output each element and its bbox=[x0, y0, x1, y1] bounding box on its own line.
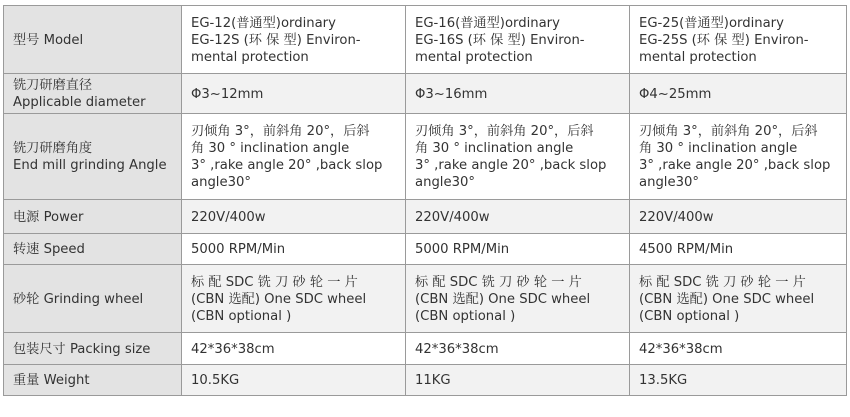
row-angle bbox=[4, 114, 847, 200]
cell-line: EG-25S (环 保 型) Environ- bbox=[639, 32, 809, 48]
cell-eg25 bbox=[630, 114, 847, 200]
cell-line: 标 配 SDC 铣 刀 砂 轮 一 片 bbox=[639, 274, 806, 290]
cell-line: 220V/400w bbox=[191, 209, 266, 225]
row-weight bbox=[4, 365, 847, 396]
cell-line: mental protection bbox=[191, 49, 309, 65]
spec-table-body bbox=[4, 6, 847, 396]
cell-eg16 bbox=[406, 333, 630, 365]
label-line: 重量 Weight bbox=[13, 373, 90, 388]
cell-line: 5000 RPM/Min bbox=[415, 242, 510, 257]
cell-line: EG-12S (环 保 型) Environ- bbox=[191, 32, 361, 48]
cell-line: 角 30 ° inclination angle bbox=[639, 141, 798, 156]
cell-line: 3° ,rake angle 20° ,back slop bbox=[415, 158, 607, 173]
cell-line: 4500 RPM/Min bbox=[639, 242, 734, 257]
cell-line: 42*36*38cm bbox=[639, 341, 723, 357]
cell-line: 11KG bbox=[415, 373, 451, 388]
spec-table bbox=[3, 5, 847, 396]
row-label bbox=[4, 265, 182, 333]
cell-line: 220V/400w bbox=[639, 209, 714, 225]
row-label bbox=[4, 365, 182, 396]
cell-eg16 bbox=[406, 74, 630, 114]
cell-line: angle30° bbox=[415, 175, 475, 190]
row-label bbox=[4, 200, 182, 234]
cell-eg25 bbox=[630, 6, 847, 74]
cell-line: EG-12(普通型)ordinary bbox=[191, 15, 336, 31]
cell-line: 标 配 SDC 铣 刀 砂 轮 一 片 bbox=[415, 274, 582, 290]
label-line: 铣刀研磨直径 bbox=[13, 78, 93, 93]
row-label bbox=[4, 333, 182, 365]
cell-eg12 bbox=[182, 265, 406, 333]
cell-line: (CBN optional ) bbox=[415, 308, 516, 324]
cell-line: mental protection bbox=[639, 49, 757, 65]
cell-line: Φ3~16mm bbox=[415, 86, 488, 102]
cell-eg12 bbox=[182, 74, 406, 114]
cell-line: Φ3~12mm bbox=[191, 86, 264, 102]
cell-line: angle30° bbox=[191, 175, 251, 190]
cell-line: mental protection bbox=[415, 49, 533, 65]
cell-line: 标 配 SDC 铣 刀 砂 轮 一 片 bbox=[191, 274, 358, 290]
label-line: End mill grinding Angle bbox=[13, 158, 167, 173]
label-line: 转速 Speed bbox=[13, 242, 85, 257]
cell-eg16 bbox=[406, 200, 630, 234]
cell-line: 42*36*38cm bbox=[191, 341, 275, 357]
cell-line: EG-16S (环 保 型) Environ- bbox=[415, 32, 585, 48]
cell-line: (CBN 选配) One SDC wheel bbox=[639, 291, 815, 307]
cell-eg25 bbox=[630, 365, 847, 396]
cell-line: 刃倾角 3°，前斜角 20°，后斜 bbox=[639, 124, 818, 139]
cell-eg25 bbox=[630, 333, 847, 365]
cell-line: 220V/400w bbox=[415, 209, 490, 225]
label-line: Applicable diameter bbox=[13, 95, 146, 110]
cell-eg16 bbox=[406, 265, 630, 333]
cell-eg25 bbox=[630, 74, 847, 114]
cell-line: EG-16(普通型)ordinary bbox=[415, 15, 560, 31]
cell-eg12 bbox=[182, 114, 406, 200]
cell-line: 3° ,rake angle 20° ,back slop bbox=[191, 158, 383, 173]
cell-line: 刃倾角 3°，前斜角 20°，后斜 bbox=[415, 124, 594, 139]
cell-eg12 bbox=[182, 234, 406, 265]
row-label bbox=[4, 74, 182, 114]
cell-line: (CBN 选配) One SDC wheel bbox=[415, 291, 591, 307]
cell-line: Φ4~25mm bbox=[639, 86, 712, 102]
row-label bbox=[4, 6, 182, 74]
cell-line: 角 30 ° inclination angle bbox=[191, 141, 350, 156]
cell-line: 刃倾角 3°，前斜角 20°，后斜 bbox=[191, 124, 370, 139]
row-model bbox=[4, 6, 847, 74]
cell-line: (CBN 选配) One SDC wheel bbox=[191, 291, 367, 307]
row-packing bbox=[4, 333, 847, 365]
cell-eg12 bbox=[182, 333, 406, 365]
cell-eg16 bbox=[406, 365, 630, 396]
label-line: 型号 Model bbox=[13, 32, 84, 48]
label-line: 包装尺寸 Packing size bbox=[13, 341, 151, 357]
cell-line: 5000 RPM/Min bbox=[191, 242, 286, 257]
cell-eg25 bbox=[630, 200, 847, 234]
cell-eg12 bbox=[182, 6, 406, 74]
row-speed bbox=[4, 234, 847, 265]
cell-eg12 bbox=[182, 200, 406, 234]
cell-line: (CBN optional ) bbox=[639, 308, 740, 324]
cell-eg16 bbox=[406, 234, 630, 265]
row-label bbox=[4, 234, 182, 265]
cell-eg12 bbox=[182, 365, 406, 396]
cell-line: 角 30 ° inclination angle bbox=[415, 141, 574, 156]
cell-line: EG-25(普通型)ordinary bbox=[639, 15, 784, 31]
cell-line: 13.5KG bbox=[639, 373, 688, 388]
cell-line: angle30° bbox=[639, 175, 699, 190]
cell-line: 3° ,rake angle 20° ,back slop bbox=[639, 158, 831, 173]
cell-line: (CBN optional ) bbox=[191, 308, 292, 324]
cell-eg25 bbox=[630, 265, 847, 333]
cell-eg25 bbox=[630, 234, 847, 265]
label-line: 砂轮 Grinding wheel bbox=[13, 291, 144, 307]
cell-eg16 bbox=[406, 114, 630, 200]
cell-line: 10.5KG bbox=[191, 373, 240, 388]
cell-line: 42*36*38cm bbox=[415, 341, 499, 357]
row-power bbox=[4, 200, 847, 234]
row-wheel bbox=[4, 265, 847, 333]
label-line: 铣刀研磨角度 bbox=[13, 141, 93, 156]
row-label bbox=[4, 114, 182, 200]
row-diameter bbox=[4, 74, 847, 114]
label-line: 电源 Power bbox=[13, 209, 84, 225]
cell-eg16 bbox=[406, 6, 630, 74]
